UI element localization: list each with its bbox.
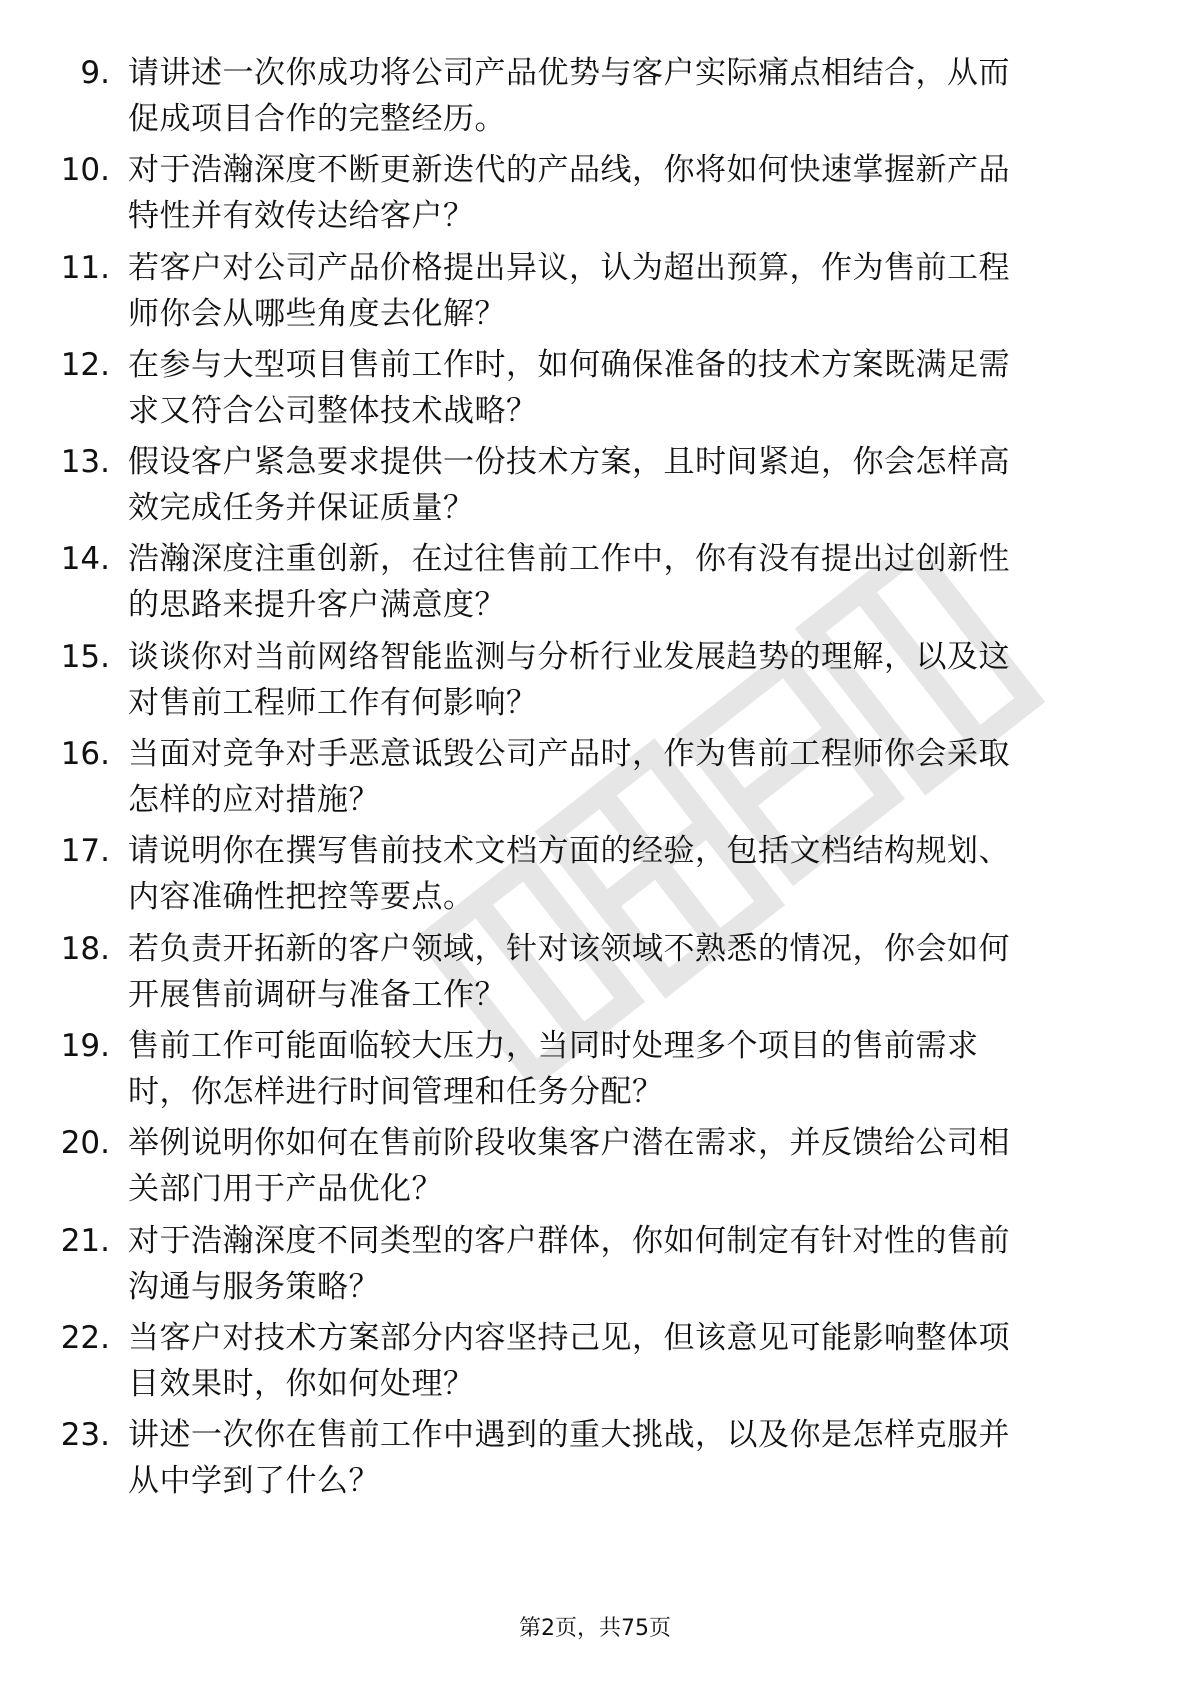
question-line: 浩瀚深度注重创新，在过往售前工作中，你有没有提出过创新性 xyxy=(128,541,1010,578)
question-number: 20. xyxy=(60,1125,110,1162)
question-line: 效完成任务并保证质量？ xyxy=(128,490,475,527)
question-number: 14. xyxy=(60,541,110,578)
question-text xyxy=(128,1120,1128,1212)
question-text xyxy=(128,147,1128,239)
question-line: 当面对竞争对手恶意诋毁公司产品时，作为售前工程师你会采取 xyxy=(128,736,1010,773)
question-number: 18. xyxy=(60,930,110,967)
question-line: 怎样的应对措施？ xyxy=(128,782,380,819)
question-item xyxy=(0,1120,1190,1217)
question-line: 请讲述一次你成功将公司产品优势与客户实际痛点相结合，从而 xyxy=(128,55,1010,91)
question-number: 12. xyxy=(60,346,110,383)
question-list xyxy=(0,50,1190,1509)
question-line: 举例说明你如何在售前阶段收集客户潜在需求，并反馈给公司相 xyxy=(128,1125,1010,1162)
page-footer: 第2页，共75页 xyxy=(519,1616,671,1641)
question-line: 售前工作可能面临较大压力，当同时处理多个项目的售前需求 xyxy=(128,1027,979,1064)
question-line: 对于浩瀚深度不同类型的客户群体，你如何制定有针对性的售前 xyxy=(128,1222,1010,1259)
question-text xyxy=(128,1218,1128,1310)
question-item xyxy=(0,828,1190,925)
question-line: 从中学到了什么？ xyxy=(128,1463,380,1500)
question-number: 21. xyxy=(60,1222,110,1259)
question-text xyxy=(128,828,1128,920)
question-line: 求又符合公司整体技术战略？ xyxy=(128,392,538,429)
question-number: 17. xyxy=(60,833,110,870)
question-line: 开展售前调研与准备工作？ xyxy=(128,976,506,1013)
question-item xyxy=(0,1315,1190,1412)
question-item xyxy=(0,147,1190,244)
question-item xyxy=(0,926,1190,1023)
question-number: 16. xyxy=(60,736,110,773)
question-number: 9. xyxy=(80,55,110,91)
question-line: 假设客户紧急要求提供一份技术方案，且时间紧迫，你会怎样高 xyxy=(128,444,1010,481)
question-line: 特性并有效传达给客户？ xyxy=(128,198,475,235)
question-line: 促成项目合作的完整经历。 xyxy=(128,101,506,137)
question-item xyxy=(0,50,1190,147)
question-text xyxy=(128,1412,1128,1504)
question-text xyxy=(128,634,1128,726)
question-number: 10. xyxy=(60,152,110,189)
question-text xyxy=(128,1023,1128,1115)
question-line: 对于浩瀚深度不断更新迭代的产品线，你将如何快速掌握新产品 xyxy=(128,152,1010,189)
question-item xyxy=(0,1218,1190,1315)
question-number: 19. xyxy=(60,1027,110,1064)
question-line: 讲述一次你在售前工作中遇到的重大挑战，以及你是怎样克服并 xyxy=(128,1417,1010,1454)
question-item xyxy=(0,439,1190,536)
question-text xyxy=(128,536,1128,628)
question-line: 在参与大型项目售前工作时，如何确保准备的技术方案既满足需 xyxy=(128,346,1010,383)
question-number: 23. xyxy=(60,1417,110,1454)
question-text xyxy=(128,1315,1128,1407)
question-line: 若客户对公司产品价格提出异议，认为超出预算，作为售前工程 xyxy=(128,249,1010,286)
question-text xyxy=(128,731,1128,823)
question-line: 关部门用于产品优化？ xyxy=(128,1171,443,1208)
question-number: 13. xyxy=(60,444,110,481)
question-item xyxy=(0,731,1190,828)
question-number: 15. xyxy=(60,638,110,675)
question-line: 若负责开拓新的客户领域，针对该领域不熟悉的情况，你会如何 xyxy=(128,930,1010,967)
question-item xyxy=(0,634,1190,731)
question-text xyxy=(128,50,1128,142)
question-line: 内容准确性把控等要点。 xyxy=(128,879,475,916)
question-number: 22. xyxy=(60,1319,110,1356)
question-line: 谈谈你对当前网络智能监测与分析行业发展趋势的理解，以及这 xyxy=(128,638,1010,675)
question-line: 对售前工程师工作有何影响？ xyxy=(128,684,538,721)
question-line: 当客户对技术方案部分内容坚持己见，但该意见可能影响整体项 xyxy=(128,1319,1010,1356)
question-text xyxy=(128,439,1128,531)
question-number: 11. xyxy=(60,249,110,286)
question-text xyxy=(128,342,1128,434)
question-item xyxy=(0,342,1190,439)
question-item xyxy=(0,536,1190,633)
question-item xyxy=(0,1023,1190,1120)
question-line: 沟通与服务策略？ xyxy=(128,1268,380,1305)
question-line: 目效果时，你如何处理？ xyxy=(128,1365,475,1402)
question-line: 师你会从哪些角度去化解？ xyxy=(128,295,506,332)
question-line: 请说明你在撰写售前技术文档方面的经验，包括文档结构规划、 xyxy=(128,833,1010,870)
question-item xyxy=(0,245,1190,342)
question-item xyxy=(0,1412,1190,1509)
question-text xyxy=(128,245,1128,337)
question-line: 时，你怎样进行时间管理和任务分配？ xyxy=(128,1073,664,1110)
question-line: 的思路来提升客户满意度？ xyxy=(128,587,506,624)
question-text xyxy=(128,926,1128,1018)
